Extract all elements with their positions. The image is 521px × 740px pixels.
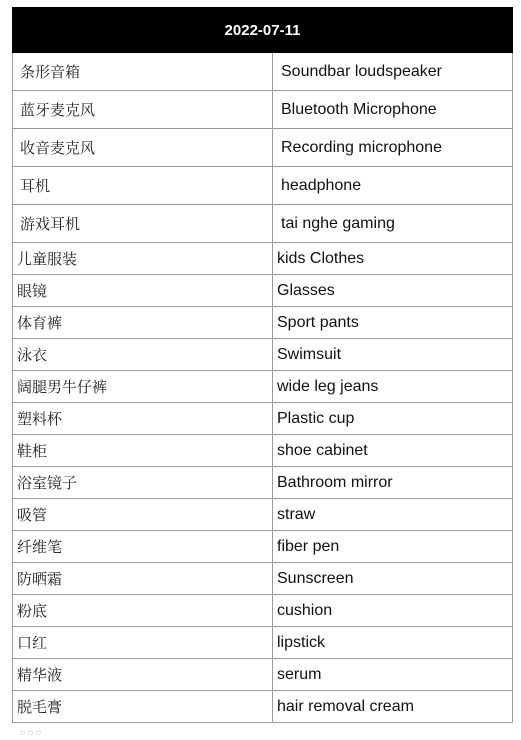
- english-product-name: Plastic cup: [273, 403, 513, 435]
- table-row: [13, 243, 513, 275]
- chinese-product-name: 游戏耳机: [13, 205, 273, 243]
- chinese-product-name: 体育裤: [13, 307, 273, 339]
- chinese-product-name: 浴室镜子: [13, 467, 273, 499]
- table-row: [13, 91, 513, 129]
- english-product-name: Bathroom mirror: [273, 467, 513, 499]
- english-product-name: lipstick: [273, 627, 513, 659]
- table-row: [13, 129, 513, 167]
- chinese-product-name: 口红: [13, 627, 273, 659]
- chinese-product-name: 纤维笔: [13, 531, 273, 563]
- table-row: [13, 339, 513, 371]
- english-product-name: Glasses: [273, 275, 513, 307]
- table-row: [13, 691, 513, 723]
- table-row: [13, 435, 513, 467]
- english-product-name: cushion: [273, 595, 513, 627]
- table-row: [13, 499, 513, 531]
- table-row: [13, 205, 513, 243]
- chinese-product-name: 鞋柜: [13, 435, 273, 467]
- table-row: [13, 371, 513, 403]
- table-date-header: 2022-07-11: [13, 8, 513, 53]
- table-row: [13, 563, 513, 595]
- chinese-product-name: 眼镜: [13, 275, 273, 307]
- chinese-product-name: 粉底: [13, 595, 273, 627]
- english-product-name: Sunscreen: [273, 563, 513, 595]
- english-product-name: straw: [273, 499, 513, 531]
- table-row: [13, 595, 513, 627]
- product-translation-table: [12, 7, 513, 723]
- chinese-product-name: 防晒霜: [13, 563, 273, 595]
- table-row: [13, 403, 513, 435]
- chinese-product-name: 收音麦克风: [13, 129, 273, 167]
- english-product-name: Swimsuit: [273, 339, 513, 371]
- english-product-name: wide leg jeans: [273, 371, 513, 403]
- chinese-product-name: 条形音箱: [13, 53, 273, 91]
- table-row: [13, 307, 513, 339]
- table-row: [13, 467, 513, 499]
- english-product-name: kids Clothes: [273, 243, 513, 275]
- chinese-product-name: 耳机: [13, 167, 273, 205]
- table-row: [13, 627, 513, 659]
- chinese-product-name: 泳衣: [13, 339, 273, 371]
- chinese-product-name: 塑料杯: [13, 403, 273, 435]
- english-product-name: Soundbar loudspeaker: [273, 53, 513, 91]
- english-product-name: shoe cabinet: [273, 435, 513, 467]
- table-row: [13, 275, 513, 307]
- table-body: [13, 53, 513, 723]
- english-product-name: headphone: [273, 167, 513, 205]
- chinese-product-name: 蓝牙麦克风: [13, 91, 273, 129]
- english-product-name: fiber pen: [273, 531, 513, 563]
- chinese-product-name: 精华液: [13, 659, 273, 691]
- chinese-product-name: 吸管: [13, 499, 273, 531]
- chinese-product-name: 阔腿男牛仔裤: [13, 371, 273, 403]
- table-row: [13, 659, 513, 691]
- english-product-name: Sport pants: [273, 307, 513, 339]
- chinese-product-name: 儿童服装: [13, 243, 273, 275]
- table-row: [13, 167, 513, 205]
- watermark: ▫ ▫ ▫: [20, 728, 42, 737]
- english-product-name: hair removal cream: [273, 691, 513, 723]
- table-row: [13, 531, 513, 563]
- header-row: [13, 8, 513, 53]
- english-product-name: tai nghe gaming: [273, 205, 513, 243]
- english-product-name: serum: [273, 659, 513, 691]
- chinese-product-name: 脱毛膏: [13, 691, 273, 723]
- table-row: [13, 53, 513, 91]
- english-product-name: Bluetooth Microphone: [273, 91, 513, 129]
- english-product-name: Recording microphone: [273, 129, 513, 167]
